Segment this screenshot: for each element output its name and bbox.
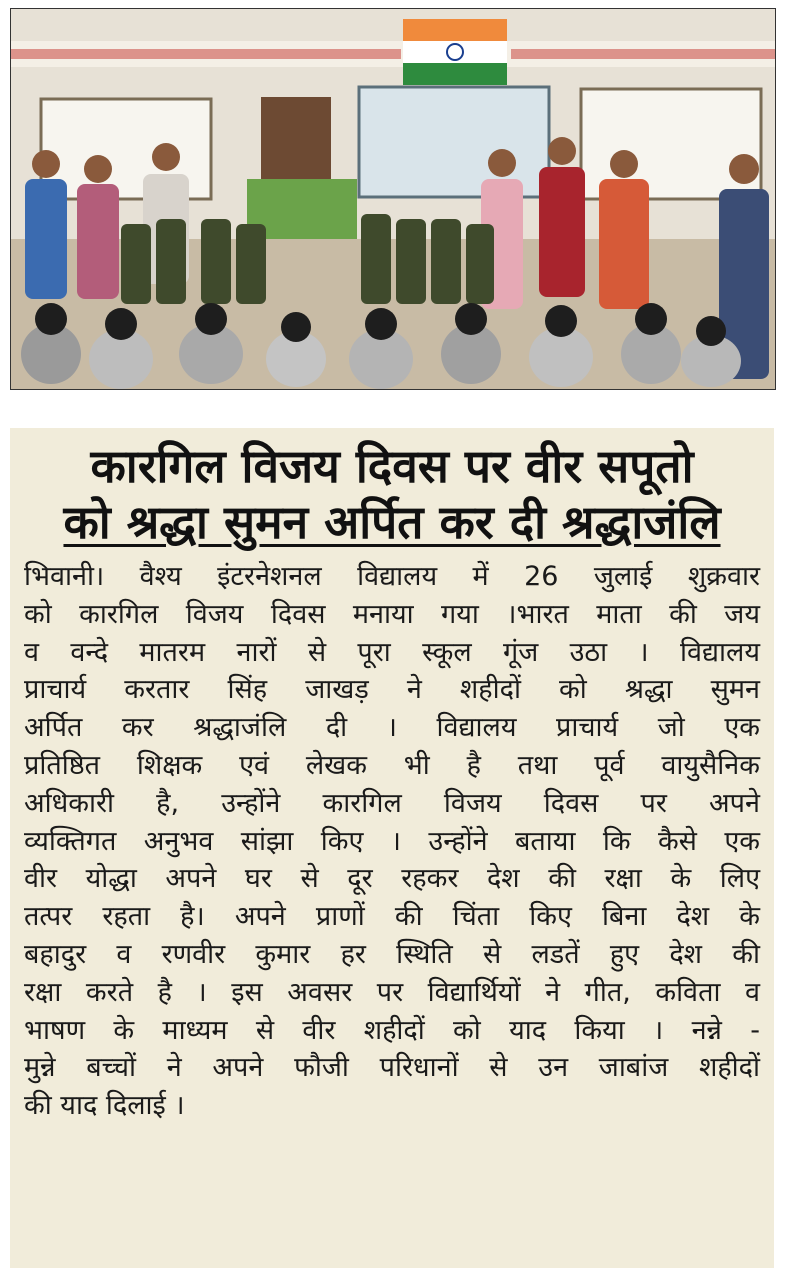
headline-line-1: कारगिल विजय दिवस पर वीर सपूतो [90, 439, 694, 493]
body-line: व्यक्तिगत अनुभव सांझा किए । उन्होंने बताया कि कैसे एक [24, 825, 760, 857]
body-line: मुन्ने बच्चों ने अपने फौजी परिधानों से उन जाबांज शहीदों [24, 1052, 760, 1084]
indian-flag-icon [403, 19, 507, 85]
article-headline [10, 428, 774, 550]
news-article [10, 428, 774, 1268]
body-line: अर्पित कर श्रद्धाजंलि दी । विद्यालय प्राचार्य जो एक [24, 712, 760, 744]
body-line: वीर योद्धा अपने घर से दूर रहकर देश की रक्षा के लिए [24, 863, 760, 895]
body-line: प्रतिष्ठित शिक्षक एवं लेखक भी है तथा पूर्व वायुसैनिक [24, 749, 760, 781]
body-line: अधिकारी है, उन्होंने कारगिल विजय दिवस पर अपने [24, 787, 760, 819]
body-line: रक्षा करते है । इस अवसर पर विद्यार्थियों ने गीत, कविता व [24, 976, 760, 1008]
body-line: की याद दिलाई । [24, 1090, 185, 1122]
body-line: भिवानी। वैश्य इंटरनेशनल विद्यालय में 26 जुलाई शुक्रवार [24, 561, 760, 592]
notice-board [359, 87, 549, 197]
article-body [10, 558, 774, 1125]
body-line: को कारगिल विजय दिवस मनाया गया ।भारत माता की जय [24, 598, 760, 630]
body-line: भाषण के माध्यम से वीर शहीदों को याद किया । नन्ने - [24, 1014, 760, 1046]
event-photo [10, 8, 776, 390]
body-line: प्राचार्य करतार सिंह जाखड़ ने शहीदों को श्रद्धा सुमन [24, 674, 760, 706]
body-line: व वन्दे मातरम नारों से पूरा स्कूल गूंज उठा । विद्यालय [24, 636, 760, 668]
headline-line-2: को श्रद्धा सुमन अर्पित कर दी श्रद्धाजंलि [63, 495, 721, 549]
school-assembly-photo [11, 9, 775, 389]
body-line: बहादुर व रणवीर कुमार हर स्थिति से लडतें हुए देश की [24, 938, 760, 970]
body-line: तत्पर रहता है। अपने प्राणों की चिंता किए बिना देश के [24, 901, 760, 933]
